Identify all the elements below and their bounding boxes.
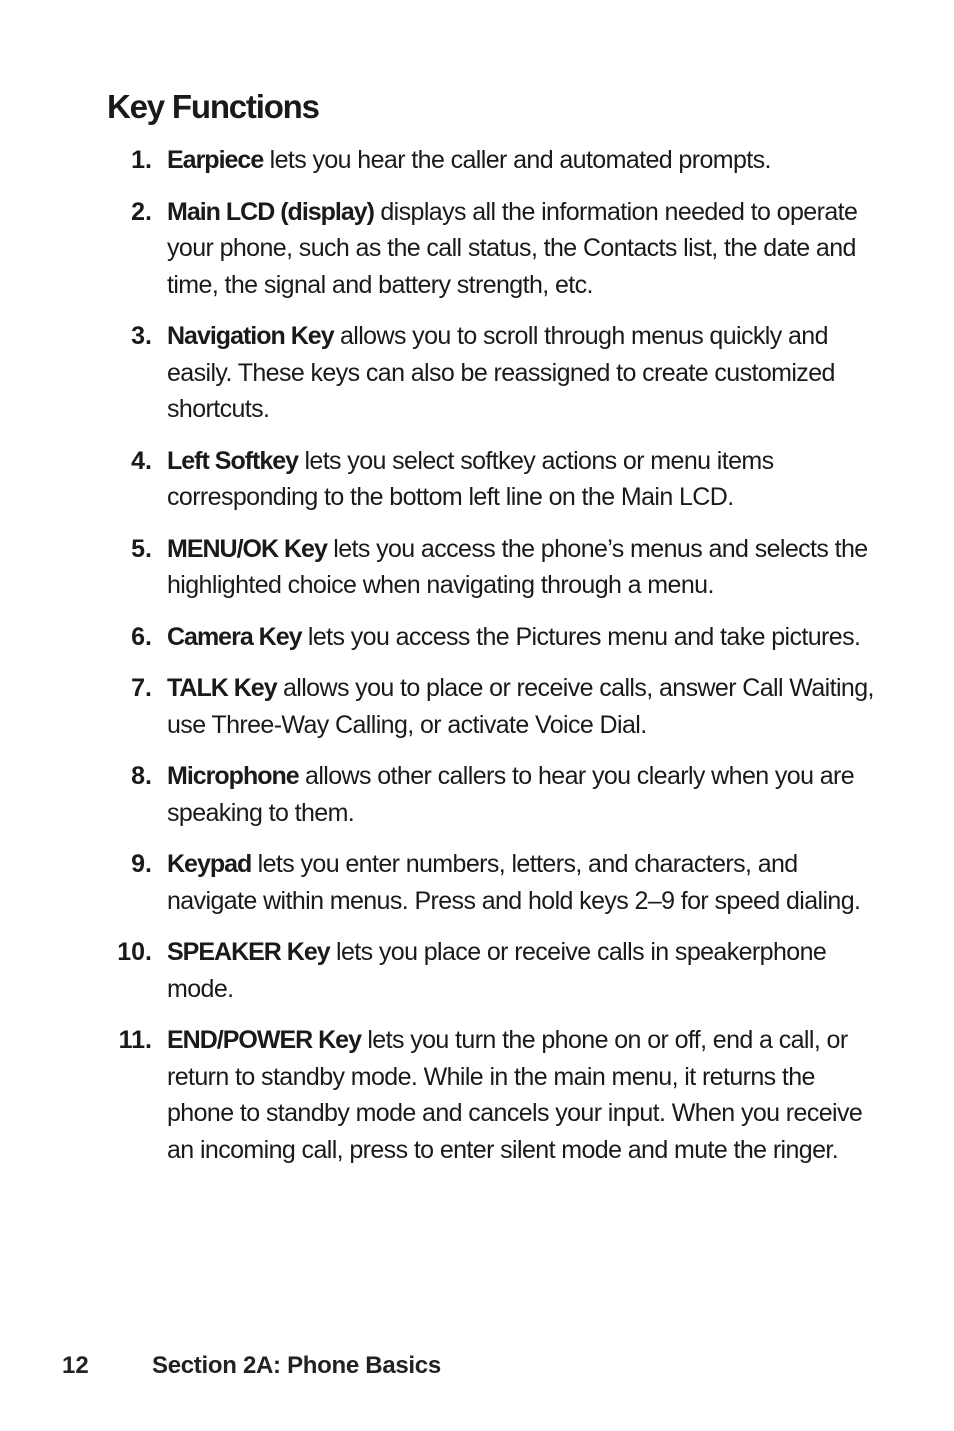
item-term: Keypad: [167, 850, 252, 878]
item-description: lets you access the Pictures menu and take pictures.: [307, 622, 861, 651]
page-number: 12: [62, 1352, 89, 1379]
list-item: [0, 758, 954, 831]
item-description: lets you access the phone’s menus and selects the highlighted choice when navigating through a menu.: [167, 534, 868, 599]
item-term: Left Softkey: [167, 446, 299, 475]
item-description: allows you to place or receive calls, answer Call Waiting, use Three-Way Calling, or activate Voice Dial.: [167, 674, 874, 739]
item-number: 4.: [131, 446, 152, 475]
item-number: 8.: [131, 762, 152, 790]
item-number: 10.: [117, 938, 152, 966]
item-term: Camera Key: [167, 622, 302, 651]
item-description: lets you hear the caller and automated prompts.: [269, 146, 771, 174]
item-term: TALK Key: [167, 674, 277, 702]
key-functions-list: [0, 142, 954, 1183]
item-description: lets you select softkey actions or menu items corresponding to the bottom left line on the Main LCD.: [167, 446, 774, 511]
list-item: [0, 934, 954, 1007]
list-item: [0, 318, 954, 428]
page-title: Key Functions: [107, 88, 319, 125]
item-description: displays all the information needed to operate your phone, such as the call status, the Contacts list, the date and time, the signal and battery strength, etc.: [167, 197, 858, 299]
list-item: [0, 619, 954, 656]
item-term: MENU/OK Key: [167, 534, 327, 563]
item-number: 3.: [131, 322, 152, 350]
list-item: [0, 142, 954, 179]
item-term: SPEAKER Key: [167, 938, 330, 966]
item-term: END/POWER Key: [167, 1026, 361, 1054]
item-description: lets you place or receive calls in speakerphone mode.: [167, 938, 827, 1003]
item-term: Main LCD (display): [167, 197, 375, 226]
item-term: Navigation Key: [167, 322, 334, 350]
item-number: 1.: [131, 146, 152, 174]
list-item: [0, 531, 954, 604]
item-number: 9.: [131, 850, 152, 878]
section-label: Section 2A: Phone Basics: [152, 1352, 441, 1379]
item-description: allows other callers to hear you clearly when you are speaking to them.: [167, 762, 855, 827]
item-number: 6.: [131, 622, 152, 651]
list-item: [0, 443, 954, 516]
item-number: 2.: [131, 197, 152, 226]
list-item: [0, 1022, 954, 1168]
item-description: allows you to scroll through menus quickly and easily. These keys can also be reassigned to create customized shortcuts.: [167, 322, 835, 423]
page-footer: [0, 1348, 954, 1384]
list-item: [0, 670, 954, 743]
item-description: lets you enter numbers, letters, and characters, and navigate within menus. Press and hold keys 2–9 for speed dialing.: [167, 850, 861, 915]
item-number: 11.: [118, 1026, 152, 1054]
item-term: Earpiece: [167, 146, 264, 174]
list-item: [0, 846, 954, 919]
item-term: Microphone: [167, 762, 299, 790]
list-item: [0, 194, 954, 304]
item-number: 5.: [131, 534, 152, 563]
item-description: lets you turn the phone on or off, end a call, or return to standby mode. While in the main menu, it returns the phone to standby mode and cancels your input. When you receive an incoming call, press to enter silent mode and mute the ringer.: [167, 1026, 863, 1164]
item-number: 7.: [131, 674, 152, 702]
